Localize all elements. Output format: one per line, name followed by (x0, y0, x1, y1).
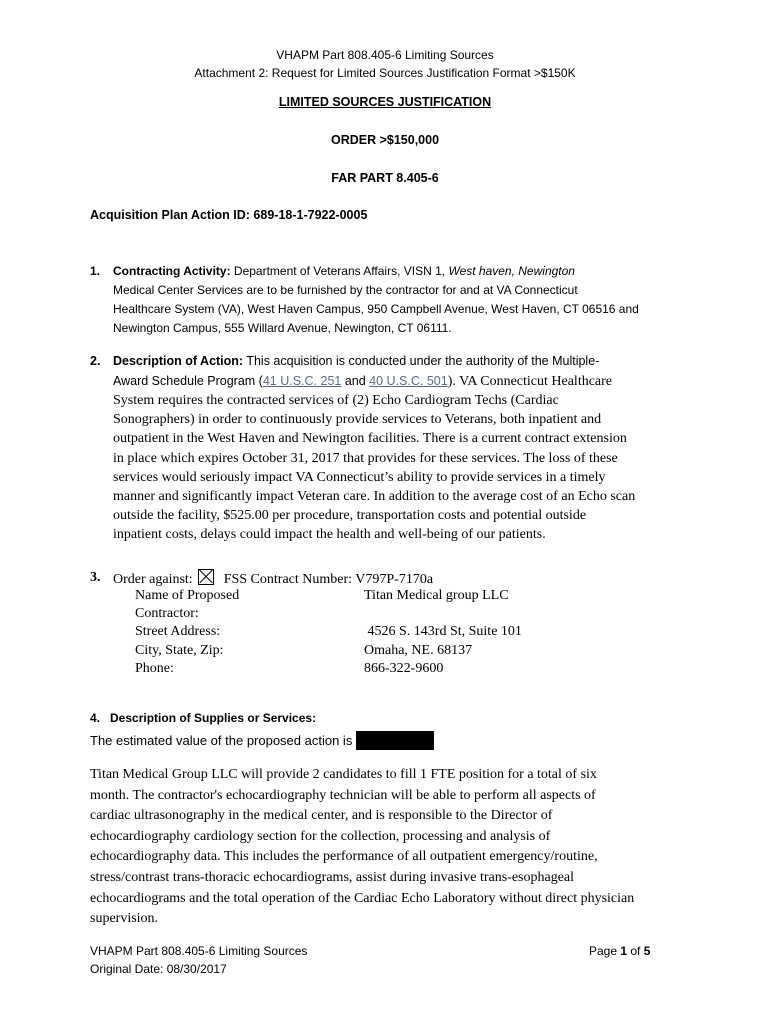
page-total: 5 (643, 944, 651, 958)
section-2-line-2-prefix: Award Schedule Program ( (113, 374, 263, 388)
section-4-paragraph (90, 765, 690, 930)
section-4-line: stress/contrast trans-thoracic echocardiograms, assist during invasive trans-esophageal (90, 869, 575, 885)
fss-contract-number: FSS Contract Number: V797P-7170a (223, 572, 434, 587)
phone-label: Phone: (135, 661, 174, 676)
section-3-number: 3. (90, 570, 101, 585)
city-state-zip-label: City, State, Zip: (135, 643, 224, 658)
page-number (589, 944, 650, 958)
acquisition-plan-id: Acquisition Plan Action ID: 689-18-1-7922-0005 (90, 208, 368, 222)
phone-value: 866-322-9600 (364, 661, 444, 676)
section-2-line: in place which expires October 31, 2017 that provides for these services. The loss of these (113, 450, 618, 466)
section-1-line-3: Healthcare System (VA), West Haven Campus, 950 Campbell Avenue, West Haven, CT 06516 and (113, 302, 639, 316)
page-prefix: Page (589, 944, 621, 958)
section-4-line: Titan Medical Group LLC will provide 2 candidates to fill 1 FTE position for a total of six (90, 767, 597, 782)
section-1-line-2: Medical Center Services are to be furnished by the contractor for and at VA Connecticut (113, 283, 578, 297)
usc-41-251-link[interactable]: 41 U.S.C. 251 (262, 374, 342, 388)
redaction-box (356, 731, 434, 750)
section-2-line: Sonographers) in order to continuously provide services to Veterans, both inpatient and (113, 412, 602, 428)
contractor-name-value: Titan Medical group LLC (364, 588, 509, 603)
section-2-line: services would seriously impact VA Connecticut’s ability to provide services in a timely (113, 469, 606, 485)
section-4-line: supervision. (90, 911, 159, 927)
section-2-line: System requires the contracted services of (2) Echo Cardiogram Techs (Cardiac (113, 393, 559, 408)
section-2-line-2-and: and (341, 374, 370, 388)
page-current: 1 (620, 944, 628, 958)
section-1-line-4: Newington Campus, 555 Willard Avenue, Newington, CT 06111. (113, 321, 452, 335)
contractor-name-label: Name of Proposed (135, 588, 240, 603)
section-4-heading: 4. Description of Supplies or Services: (90, 711, 317, 725)
footer-title: VHAPM Part 808.405-6 Limiting Sources (90, 944, 308, 958)
section-4-line: echocardiography data. This includes the performance of all outpatient emergency/routine, (90, 849, 598, 865)
far-title: FAR PART 8.405-6 (331, 171, 439, 185)
estimated-value-line (90, 731, 434, 750)
section-4-line: echocardiograms and the total operation of the Cardiac Echo Laboratory without direct physician (90, 890, 635, 906)
section-1-label: Contracting Activity: (113, 264, 231, 278)
section-2 (90, 352, 690, 545)
section-2-line: manner and significantly impact Veteran care. In addition to the average cost of an Echo scan (113, 489, 636, 505)
city-state-zip-value: Omaha, NE. 68137 (364, 643, 473, 658)
section-2-line: outpatient in the West Haven and Newington facilities. There is a current contract extension (113, 431, 627, 447)
order-against-label: Order against: (113, 572, 193, 587)
section-4-line: echocardiography cardiology section for the collection, processing and analysis of (90, 828, 551, 844)
street-address-label: Street Address: (135, 624, 221, 639)
section-1-location: West haven, Newington (448, 264, 575, 278)
section-1-text: Department of Veterans Affairs, VISN 1, (230, 264, 449, 278)
header-line-2: Attachment 2: Request for Limited Sources Justification Format >$150K (194, 66, 576, 80)
section-1 (90, 262, 690, 338)
header-line-1: VHAPM Part 808.405-6 Limiting Sources (276, 48, 494, 62)
section-3 (90, 569, 690, 589)
document-title: LIMITED SOURCES JUSTIFICATION (278, 95, 492, 109)
section-4-line: month. The contractor's echocardiography technician will be able to perform all aspects of (90, 787, 596, 803)
usc-40-501-link[interactable]: 40 U.S.C. 501 (369, 374, 448, 388)
page-of: of (627, 944, 644, 958)
fss-checkbox[interactable] (198, 569, 214, 585)
section-2-line-2-suffix: ). VA Connecticut Healthcare (447, 374, 613, 389)
section-2-number: 2. (90, 354, 101, 368)
order-title: ORDER >$150,000 (330, 133, 440, 147)
street-address-value: 4526 S. 143rd St, Suite 101 (364, 624, 522, 639)
contractor-label: Contractor: (135, 606, 199, 621)
section-2-line-1: This acquisition is conducted under the authority of the Multiple- (243, 354, 600, 368)
section-2-label: Description of Action: (113, 354, 244, 368)
section-1-number: 1. (90, 264, 101, 278)
section-2-line: outside the facility, $525.00 per procedure, transportation costs and potential outside (113, 508, 587, 524)
section-4-line: cardiac ultrasonography in the medical center, and is responsible to the Director of (90, 808, 553, 824)
footer-original-date: Original Date: 08/30/2017 (90, 962, 227, 976)
section-2-line: inpatient costs, delays could impact the health and well-being of our patients. (113, 527, 546, 543)
estimated-value-text: The estimated value of the proposed action is (90, 733, 353, 748)
